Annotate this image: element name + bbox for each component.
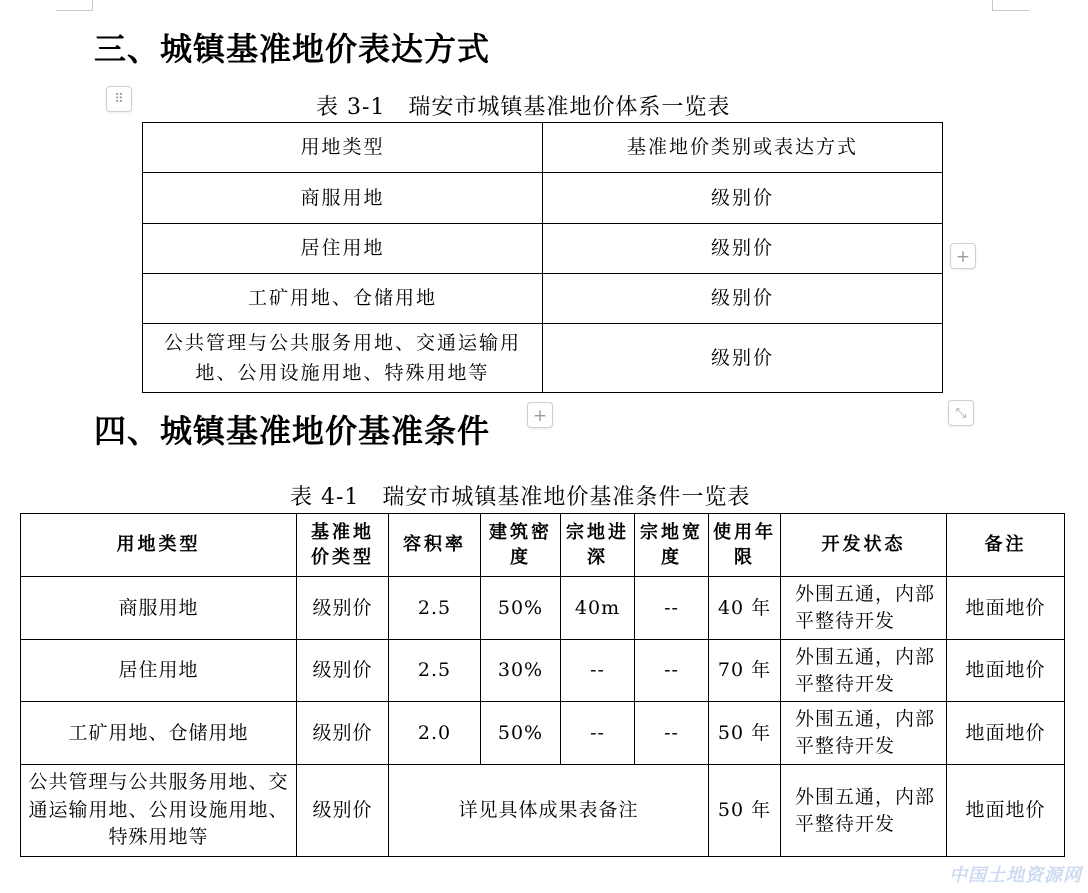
table1-cell-method[interactable]: 级别价 xyxy=(543,173,943,224)
table2-header-remark: 备注 xyxy=(947,514,1065,577)
table2-cell[interactable]: 商服用地 xyxy=(21,577,297,640)
table-row xyxy=(21,577,1065,640)
table2-header-type: 用地类型 xyxy=(21,514,297,577)
page-corner-mark-right xyxy=(992,0,1029,11)
table2-header-depth: 宗地进深 xyxy=(561,514,635,577)
table2-cell[interactable]: 级别价 xyxy=(297,577,389,640)
table2-cell[interactable]: 2.5 xyxy=(389,577,481,640)
table2-cell[interactable]: 40m xyxy=(561,577,635,640)
add-column-plus-icon[interactable]: + xyxy=(950,243,976,269)
table1-cell-method[interactable]: 级别价 xyxy=(543,324,943,393)
table-row xyxy=(143,324,943,393)
add-row-plus-icon[interactable]: + xyxy=(527,402,553,428)
table2-cell[interactable]: -- xyxy=(635,577,709,640)
table2-cell[interactable]: -- xyxy=(635,702,709,765)
section3-heading: 三、城镇基准地价表达方式 xyxy=(94,30,491,68)
table2-cell[interactable]: 居住用地 xyxy=(21,640,297,702)
table2-header-years: 使用年限 xyxy=(709,514,781,577)
table2-header-far: 容积率 xyxy=(389,514,481,577)
table2-cell[interactable]: 级别价 xyxy=(297,702,389,765)
table-row xyxy=(21,765,1065,857)
table2-cell[interactable]: -- xyxy=(635,640,709,702)
table2-cell[interactable]: 40 年 xyxy=(709,577,781,640)
table2-cell[interactable]: 50 年 xyxy=(709,765,781,857)
table-row xyxy=(21,640,1065,702)
table2-cell[interactable]: 30% xyxy=(481,640,561,702)
table2-merged-note-cell[interactable]: 详见具体成果表备注 xyxy=(389,765,709,857)
table2-caption: 表 4-1 瑞安市城镇基准地价基准条件一览表 xyxy=(290,485,751,510)
section4-heading: 四、城镇基准地价基准条件 xyxy=(94,412,491,450)
table2-cell[interactable]: 外围五通，内部平整待开发 xyxy=(781,577,947,640)
table1-header-row xyxy=(143,123,943,173)
table-row xyxy=(21,702,1065,765)
table2-cell[interactable]: -- xyxy=(561,702,635,765)
table2-cell[interactable]: 外围五通，内部平整待开发 xyxy=(781,640,947,702)
table1-caption: 表 3-1 瑞安市城镇基准地价体系一览表 xyxy=(316,95,731,120)
table-row xyxy=(143,224,943,274)
table-row xyxy=(143,173,943,224)
table2-cell[interactable]: 50% xyxy=(481,577,561,640)
table2-cell[interactable]: 外围五通，内部平整待开发 xyxy=(781,765,947,857)
table1-cell-method[interactable]: 级别价 xyxy=(543,224,943,274)
table2-cell[interactable]: 2.5 xyxy=(389,640,481,702)
table2-cell[interactable]: 地面地价 xyxy=(947,577,1065,640)
table2-header-price-type: 基准地价类型 xyxy=(297,514,389,577)
table2-cell[interactable]: -- xyxy=(561,640,635,702)
table1 xyxy=(142,122,943,393)
page-corner-mark-left xyxy=(56,0,93,11)
table-row xyxy=(143,274,943,324)
table2-cell[interactable]: 外围五通，内部平整待开发 xyxy=(781,702,947,765)
table2-cell[interactable]: 50 年 xyxy=(709,702,781,765)
table2-cell[interactable]: 公共管理与公共服务用地、交通运输用地、公用设施用地、特殊用地等 xyxy=(21,765,297,857)
table2-cell[interactable]: 地面地价 xyxy=(947,640,1065,702)
table1-cell-type[interactable]: 工矿用地、仓储用地 xyxy=(143,274,543,324)
table2 xyxy=(20,513,1065,857)
table2-header-width: 宗地宽度 xyxy=(635,514,709,577)
table2-cell[interactable]: 50% xyxy=(481,702,561,765)
table1-header-type: 用地类型 xyxy=(143,123,543,173)
watermark-logo: 中国土地资源网 xyxy=(949,865,1082,886)
table2-cell[interactable]: 70 年 xyxy=(709,640,781,702)
table2-cell[interactable]: 地面地价 xyxy=(947,702,1065,765)
table2-header-dev-status: 开发状态 xyxy=(781,514,947,577)
table1-cell-type[interactable]: 居住用地 xyxy=(143,224,543,274)
table2-cell[interactable]: 2.0 xyxy=(389,702,481,765)
table1-cell-type[interactable]: 商服用地 xyxy=(143,173,543,224)
table1-cell-method[interactable]: 级别价 xyxy=(543,274,943,324)
table2-cell[interactable]: 地面地价 xyxy=(947,765,1065,857)
table2-cell[interactable]: 工矿用地、仓储用地 xyxy=(21,702,297,765)
table1-cell-type[interactable]: 公共管理与公共服务用地、交通运输用地、公用设施用地、特殊用地等 xyxy=(143,324,543,393)
table2-header-row xyxy=(21,514,1065,577)
table2-header-density: 建筑密度 xyxy=(481,514,561,577)
table2-cell[interactable]: 级别价 xyxy=(297,765,389,857)
table1-header-method: 基准地价类别或表达方式 xyxy=(543,123,943,173)
table-resize-icon[interactable]: ⤡ xyxy=(948,400,974,426)
table-drag-handle-icon[interactable]: ⠿ xyxy=(106,86,132,112)
table2-cell[interactable]: 级别价 xyxy=(297,640,389,702)
